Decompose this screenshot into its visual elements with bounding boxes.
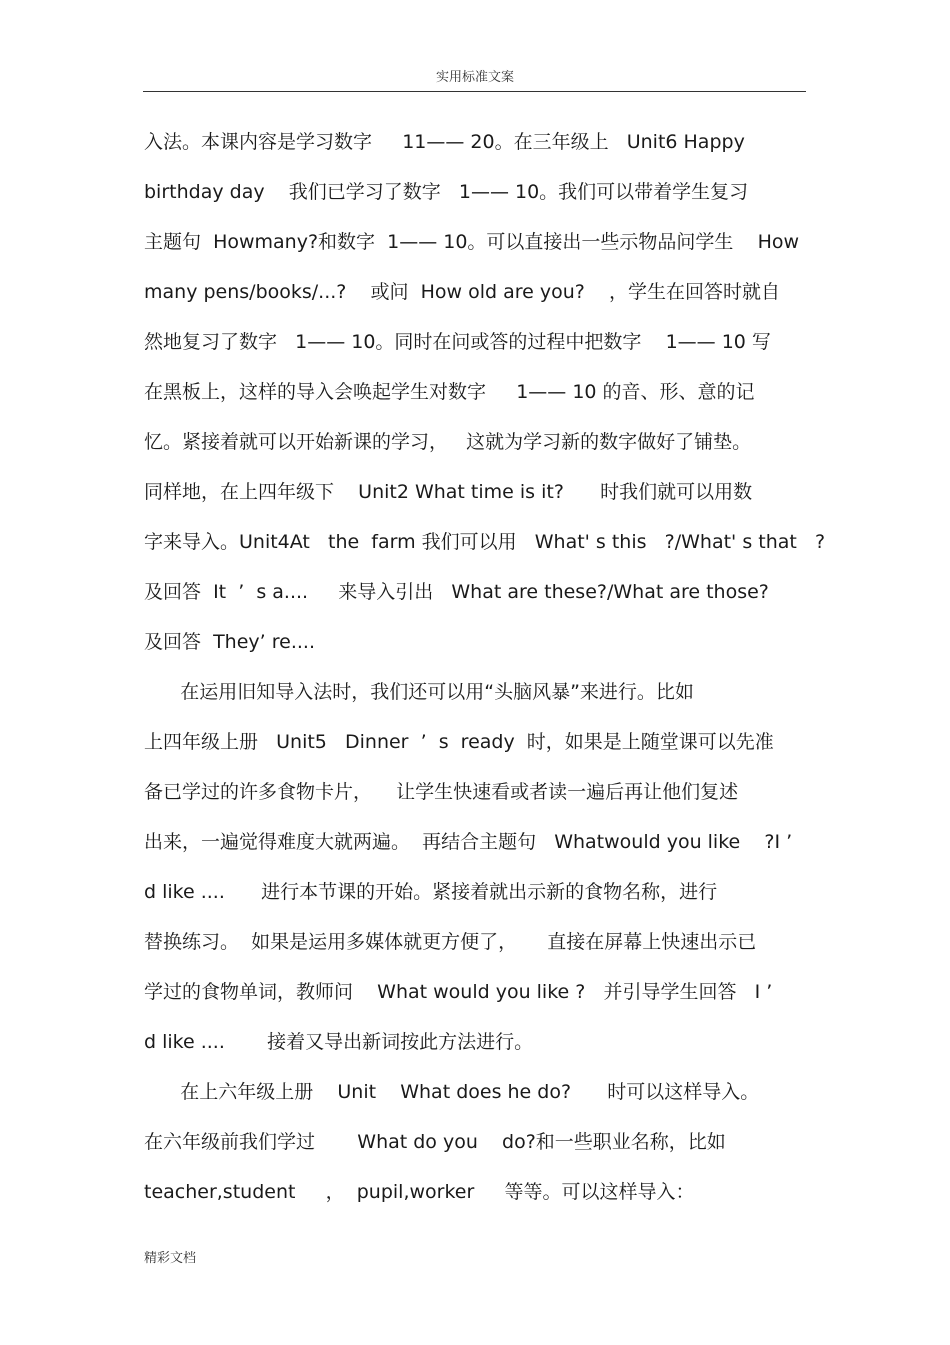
- body-line: d like .... 接着又导出新词按此方法进行。: [144, 1031, 534, 1053]
- body-line: many pens/books/...? 或问 How old are you? ，学生在回答时就自: [144, 281, 781, 303]
- body-line: 及回答 They’ re....: [144, 631, 315, 653]
- body-line: 在六年级前我们学过 What do you do?和一些职业名称，比如: [144, 1131, 726, 1153]
- body-line: 出来，一遍觉得难度大就两遍。 再结合主题句 Whatwould you like ?I ’: [144, 831, 793, 853]
- body-line: d like .... 进行本节课的开始。紧接着就出示新的食物名称，进行: [144, 881, 718, 903]
- body-line: 然地复习了数字 1—— 10。同时在问或答的过程中把数字 1—— 10 写: [144, 331, 771, 353]
- header-divider: [143, 91, 806, 92]
- body-line: 在黑板上，这样的导入会唤起学生对数字 1—— 10 的音、形、意的记: [144, 381, 755, 403]
- body-line: 在上六年级上册 Unit What does he do? 时可以这样导入。: [144, 1081, 760, 1103]
- body-line: 在运用旧知导入法时，我们还可以用“头脑风暴”来进行。比如: [144, 681, 694, 703]
- body-line: 备已学过的许多食物卡片， 让学生快速看或者读一遍后再让他们复述: [144, 781, 739, 803]
- body-line: 及回答 It ’ s a.... 来导入引出 What are these?/What are those?: [144, 581, 769, 603]
- body-line: 主题句 Howmany?和数字 1—— 10。可以直接出一些示物品问学生 How: [144, 231, 800, 253]
- body-line: 同样地，在上四年级下 Unit2 What time is it? 时我们就可以用数: [144, 481, 753, 503]
- body-line: 字来导入。Unit4At the farm 我们可以用 What' s this ?/What' s that ?: [144, 531, 826, 553]
- body-line: 学过的食物单词，教师问 What would you like ? 并引导学生回答 I ’: [144, 981, 773, 1003]
- page-header-title: 实用标准文案: [435, 70, 514, 85]
- body-line: 上四年级上册 Unit5 Dinner ’ s ready 时，如果是上随堂课可以先准: [144, 731, 774, 753]
- body-line: birthday day 我们已学习了数字 1—— 10。我们可以带着学生复习: [144, 181, 749, 203]
- page-footer-label: 精彩文档: [144, 1251, 197, 1266]
- body-line: 入法。本课内容是学习数字 11—— 20。在三年级上 Unit6 Happy: [144, 131, 745, 153]
- body-line: teacher,student ， pupil,worker 等等。可以这样导入：: [144, 1181, 695, 1203]
- body-line: 忆。紧接着就可以开始新课的学习， 这就为学习新的数字做好了铺垫。: [144, 431, 752, 453]
- body-line: 替换练习。 如果是运用多媒体就更方便了， 直接在屏幕上快速出示已: [144, 931, 757, 953]
